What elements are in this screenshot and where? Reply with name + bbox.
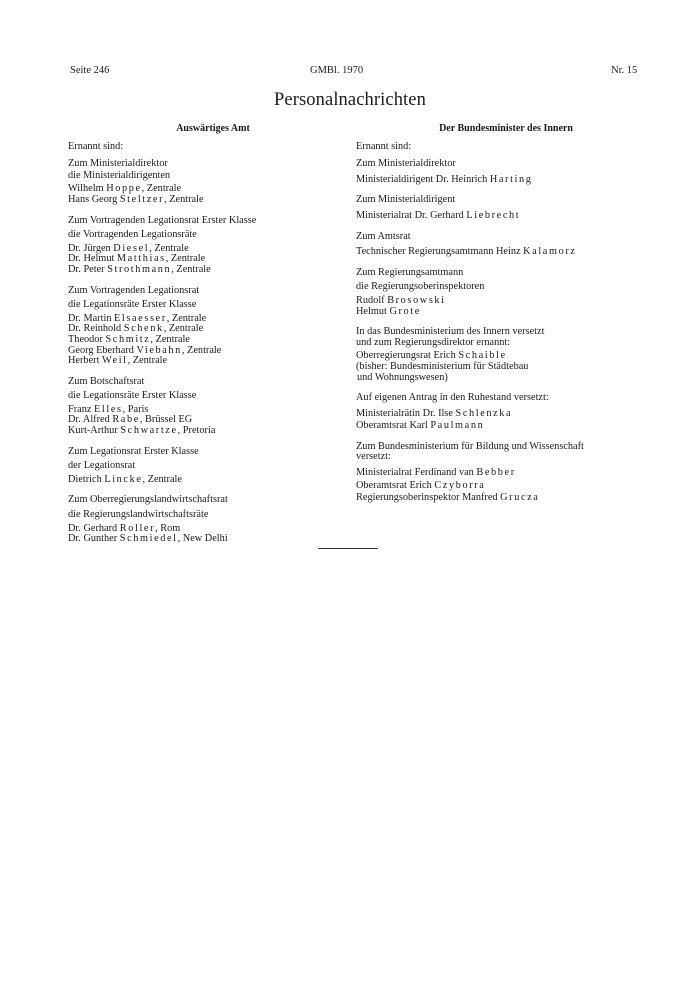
- appointment-group: [68, 447, 358, 486]
- appointment-heading: In das Bundesministerium des Innern versetzt: [356, 326, 545, 338]
- appointment-heading: Zum Botschaftsrat: [68, 375, 145, 387]
- page-title: Personalnachrichten: [274, 90, 426, 110]
- person-line: Ministerialrat Dr. Gerhard Liebrecht: [356, 209, 521, 221]
- appointment-subheading: der Legationsrat: [68, 460, 136, 472]
- appointment-heading: und zum Regierungsdirektor ernannt:: [356, 336, 511, 348]
- person-line: Technischer Regierungsamtmann Heinz Kalamorz: [356, 246, 577, 258]
- person-line: Oberregierungsrat Erich Schaible: [356, 350, 507, 362]
- appointment-subheading: die Regierungsoberinspektoren: [356, 281, 485, 293]
- person-line: Dr. Peter Strothmann, Zentrale: [68, 263, 211, 275]
- appointment-subheading: die Ministerialdirigenten: [68, 169, 171, 181]
- appointment-subheading: die Regierungslandwirtschaftsräte: [68, 509, 209, 521]
- page-header-right: Nr. 15: [611, 65, 638, 76]
- person-line: Georg Eberhard Viebahn, Zentrale: [68, 344, 222, 356]
- page-header-left: Seite 246: [70, 65, 110, 76]
- person-note: und Wohnungswesen): [357, 371, 448, 383]
- appointment-heading: versetzt:: [356, 451, 391, 463]
- person-line: Ministerialrätin Dr. Ilse Schlenzka: [356, 407, 513, 419]
- appointment-group: [68, 216, 358, 276]
- person-line: Theodor Schmitz, Zentrale: [68, 333, 190, 345]
- appointment-heading: Zum Regierungsamtmann: [356, 266, 464, 278]
- person-line: Helmut Grote: [356, 305, 421, 317]
- ernannt-label: Ernannt sind:: [356, 140, 412, 152]
- person-line: Dr. Reinhold Schenk, Zentrale: [68, 323, 204, 335]
- appointment-heading: Zum Ministerialdirigent: [356, 194, 456, 206]
- person-line: Wilhelm Hoppe, Zentrale: [68, 183, 182, 195]
- person-line: Franz Elles, Paris: [68, 403, 149, 415]
- appointment-group: [68, 286, 358, 367]
- person-line: Kurt-Arthur Schwartze, Pretoria: [68, 425, 216, 437]
- person-line: Dietrich Lincke, Zentrale: [68, 473, 182, 485]
- person-line: Dr. Gerhard Roller, Rom: [68, 522, 181, 534]
- person-line: Dr. Alfred Rabe, Brüssel EG: [68, 414, 193, 426]
- person-line: Ministerialdirigent Dr. Heinrich Harting: [356, 173, 533, 185]
- person-line: Dr. Martin Elsaesser, Zentrale: [68, 312, 207, 324]
- appointment-heading: Zum Ministerialdirektor: [68, 158, 168, 170]
- appointment-heading: Zum Bundesministerium für Bildung und Wissenschaft: [356, 440, 584, 452]
- appointment-group: [356, 268, 656, 317]
- person-line: Dr. Helmut Matthias, Zentrale: [68, 253, 206, 265]
- appointment-group: [356, 195, 656, 221]
- person-line: Ministerialrat Ferdinand van Bebber: [356, 467, 516, 479]
- appointment-group: [68, 495, 358, 544]
- appointment-heading: Auf eigenen Antrag in den Ruhestand versetzt:: [356, 392, 549, 404]
- left-column: [68, 124, 358, 555]
- appointment-heading: Zum Vortragenden Legationsrat: [68, 284, 200, 296]
- page-header-center: GMBl. 1970: [310, 65, 364, 76]
- appointment-heading: Zum Oberregierungslandwirtschaftsrat: [68, 494, 228, 506]
- person-line: Herbert Weil, Zentrale: [68, 355, 168, 367]
- person-line: Regierungsoberinspektor Manfred Grucza: [356, 492, 540, 504]
- appointment-group: [68, 159, 358, 205]
- appointment-group: [356, 442, 656, 504]
- person-line: Oberamtsrat Karl Paulmann: [356, 420, 485, 432]
- appointment-subheading: die Legationsräte Erster Klasse: [68, 299, 197, 311]
- person-line: Dr. Gunther Schmiedel, New Delhi: [68, 533, 228, 545]
- right-column: [356, 124, 656, 514]
- person-note: (bisher: Bundesministerium für Städtebau: [356, 360, 529, 372]
- person-line: Oberamtsrat Erich Czyborra: [356, 479, 486, 491]
- appointment-heading: Zum Legationsrat Erster Klasse: [68, 445, 199, 457]
- appointment-subheading: die Legationsräte Erster Klasse: [68, 390, 197, 402]
- appointment-group: [68, 377, 358, 437]
- appointment-subheading: die Vortragenden Legationsräte: [68, 229, 197, 241]
- ernannt-label: Ernannt sind:: [68, 140, 124, 152]
- appointment-group: [356, 393, 656, 432]
- appointment-group: [356, 232, 656, 258]
- section-end-rule: [318, 548, 378, 549]
- appointment-heading: Zum Ministerialdirektor: [356, 158, 456, 170]
- section-heading-bundesminister-des-innern: Der Bundesminister des Innern: [439, 123, 573, 134]
- appointment-group: [356, 159, 656, 185]
- person-line: Hans Georg Steltzer, Zentrale: [68, 193, 204, 205]
- section-heading-auswaertiges-amt: Auswärtiges Amt: [176, 123, 250, 134]
- person-line: Dr. Jürgen Diesel, Zentrale: [68, 242, 189, 254]
- person-line: Rudolf Brosowski: [356, 294, 446, 306]
- appointment-heading: Zum Vortragenden Legationsrat Erster Klasse: [68, 214, 257, 226]
- appointment-group: [356, 327, 656, 383]
- appointment-heading: Zum Amtsrat: [356, 230, 411, 242]
